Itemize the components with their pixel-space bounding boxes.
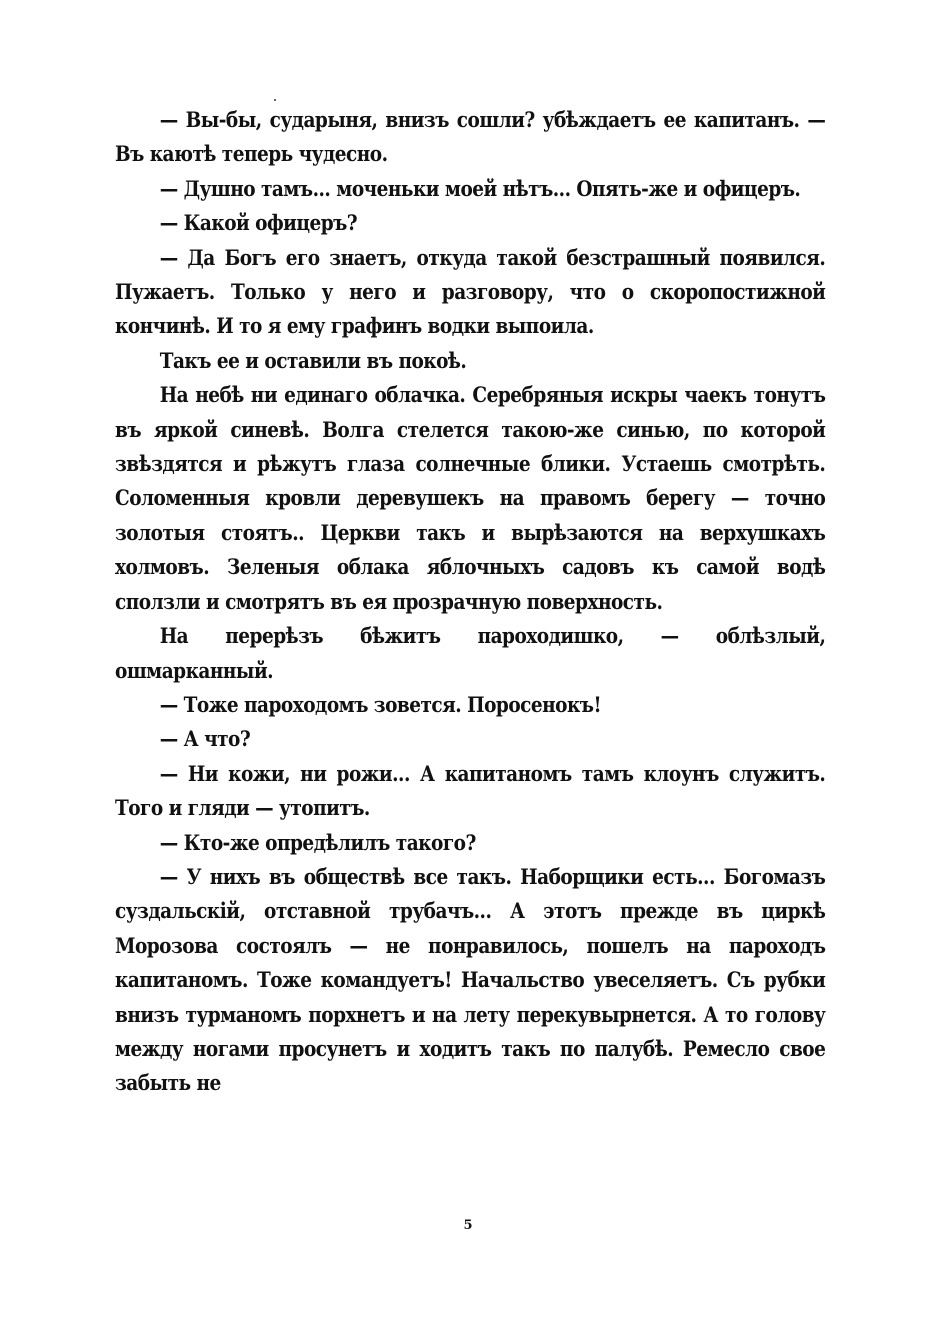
paragraph-5: Такъ ее и оставили въ покоѣ.: [159, 348, 467, 374]
scan-speck: [274, 99, 276, 101]
paragraph-6: На небѣ ни единаго облачка. Серебряныя искры чаекъ тонутъ въ яркой синевѣ. Волга стелется такою-же синью, по которой звѣздятся и рѣжутъ глаза солнечные блики. Устаешь смотрѣть. Соломенныя кровли деревушекъ на правомъ берегу — точно золотыя стоятъ.. Церкви такъ и вырѣзаются на верхушкахъ холмовъ. Зеленыя облака яблочныхъ садовъ къ самой водѣ сползли и смотрятъ въ ея прозрачную поверхность.: [115, 383, 826, 615]
paragraph-7: На перерѣзъ бѣжитъ пароходишко, — облѣзлый, ошмарканный.: [115, 624, 826, 684]
paragraph-9: — А что?: [159, 727, 251, 753]
paragraph-8: — Тоже пароходомъ зовется. Поросенокъ!: [159, 692, 602, 718]
body-text: [115, 104, 826, 1102]
paragraph-4: — Да Богъ его знаетъ, откуда такой безстрашный появился. Пужаетъ. Только у него и разговору, что о скоропостижной кончинѣ. И то я ему графинъ водки выпоила.: [115, 245, 826, 340]
paragraph-1: — Вы-бы, сударыня, внизъ сошли? убѣждаетъ ее капитанъ. — Въ каютѣ теперь чудесно.: [115, 108, 826, 168]
paragraph-3: — Какой офицеръ?: [159, 211, 358, 237]
paragraph-12: — У нихъ въ обществѣ все такъ. Наборщики есть... Богомазъ суздальскій, отставной трубачъ... А этотъ прежде въ циркѣ Морозова состоялъ — не понравилось, пошелъ на пароходъ капитаномъ. Тоже командуетъ! Начальство увеселяетъ. Съ рубки внизъ турманомъ порхнетъ и на лету перекувырнется. А то голову между ногами просунетъ и ходитъ такъ по палубѣ. Ремесло свое забыть не: [115, 864, 826, 1097]
page-number: 5: [463, 1218, 473, 1233]
paragraph-2: — Душно тамъ... моченьки моей нѣтъ... Опять-же и офицеръ.: [159, 176, 801, 202]
paragraph-11: — Кто-же опредѣлилъ такого?: [159, 830, 476, 856]
paragraph-10: — Ни кожи, ни рожи... А капитаномъ тамъ клоунъ служитъ. Того и гляди — утопитъ.: [115, 761, 826, 822]
